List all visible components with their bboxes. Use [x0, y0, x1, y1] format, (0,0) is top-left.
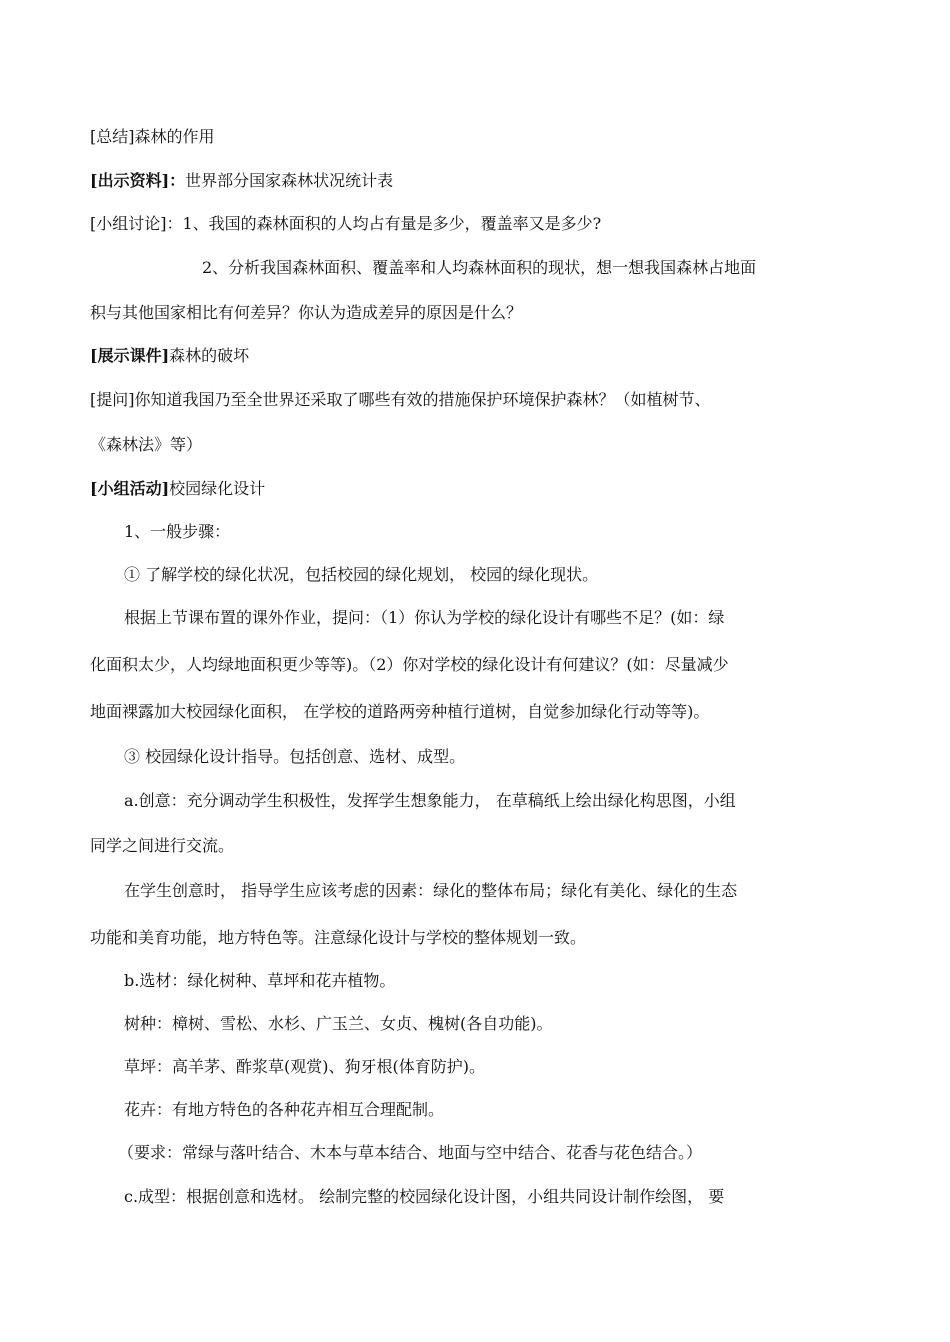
group-discussion-q1: [小组讨论]：1、我国的森林面积的人均占有量是多少，覆盖率又是多少?	[90, 214, 602, 233]
factors-paragraph-cont: 功能和美育功能，地方特色等。注意绿化设计与学校的整体规划一致。	[90, 928, 587, 947]
creativity-paragraph: a.创意：充分调动学生积极性，发挥学生想象能力， 在草稿纸上绘出绿化构思图，小组	[124, 791, 736, 810]
creativity-paragraph-cont: 同学之间进行交流。	[90, 836, 235, 855]
factors-paragraph: 在学生创意时， 指导学生应该考虑的因素：绿化的整体布局；绿化有美化、绿化的生态	[124, 881, 738, 900]
paragraph-homework: 根据上节课布置的课外作业，提问：（1）你认为学校的绿化设计有哪些不足？(如：绿	[124, 608, 725, 627]
step-1: ① 了解学校的绿化状况，包括校园的绿化规划， 校园的绿化现状。	[124, 565, 599, 584]
show-materials-label: [出示资料]：	[90, 171, 186, 190]
step-3: ③ 校园绿化设计指导。包括创意、选材、成型。	[124, 747, 466, 766]
forming-paragraph: c.成型：根据创意和选材。 绘制完整的校园绿化设计图，小组共同设计制作绘图， 要	[124, 1187, 725, 1206]
requirements-line: （要求：常绿与落叶结合、木本与草本结合、地面与空中结合、花香与花色结合。）	[118, 1143, 703, 1162]
paragraph-homework-cont1: 化面积太少，人均绿地面积更少等等)。（2）你对学校的绿化设计有何建议？(如：尽量减少	[90, 655, 729, 674]
paragraph-homework-cont2: 地面裸露加大校园绿化面积， 在学校的道路两旁种植行道树，自觉参加绿化行动等等)。	[90, 702, 710, 721]
flower-species: 花卉：有地方特色的各种花卉相互合理配制。	[124, 1100, 445, 1119]
materials-heading: b.选材：绿化树种、草坪和花卉植物。	[124, 971, 396, 990]
show-materials-line: [出示资料]：世界部分国家森林状况统计表	[90, 171, 394, 190]
question-line-cont: 《森林法》等）	[90, 435, 203, 454]
question-line: [提问]你知道我国乃至全世界还采取了哪些有效的措施保护环境保护森林？（如植树节、	[90, 390, 711, 409]
tree-species: 树种：樟树、雪松、水杉、广玉兰、女贞、槐树(各自功能)。	[124, 1014, 553, 1033]
group-activity-label: [小组活动]	[90, 479, 170, 498]
group-discussion-q2: 2、分析我国森林面积、覆盖率和人均森林面积的现状，想一想我国森林占地面	[202, 258, 757, 277]
courseware-label: [展示课件]	[90, 346, 170, 365]
courseware-line: [展示课件]森林的破坏	[90, 346, 250, 365]
lawn-species: 草坪：高羊茅、酢浆草(观赏)、狗牙根(体育防护)。	[124, 1057, 485, 1076]
group-activity-line: [小组活动]校园绿化设计	[90, 479, 266, 498]
summary-heading: [总结]森林的作用	[90, 127, 215, 146]
steps-heading: 1、一般步骤：	[124, 522, 231, 541]
group-discussion-q2-cont: 积与其他国家相比有何差异？你认为造成差异的原因是什么？	[90, 303, 523, 322]
